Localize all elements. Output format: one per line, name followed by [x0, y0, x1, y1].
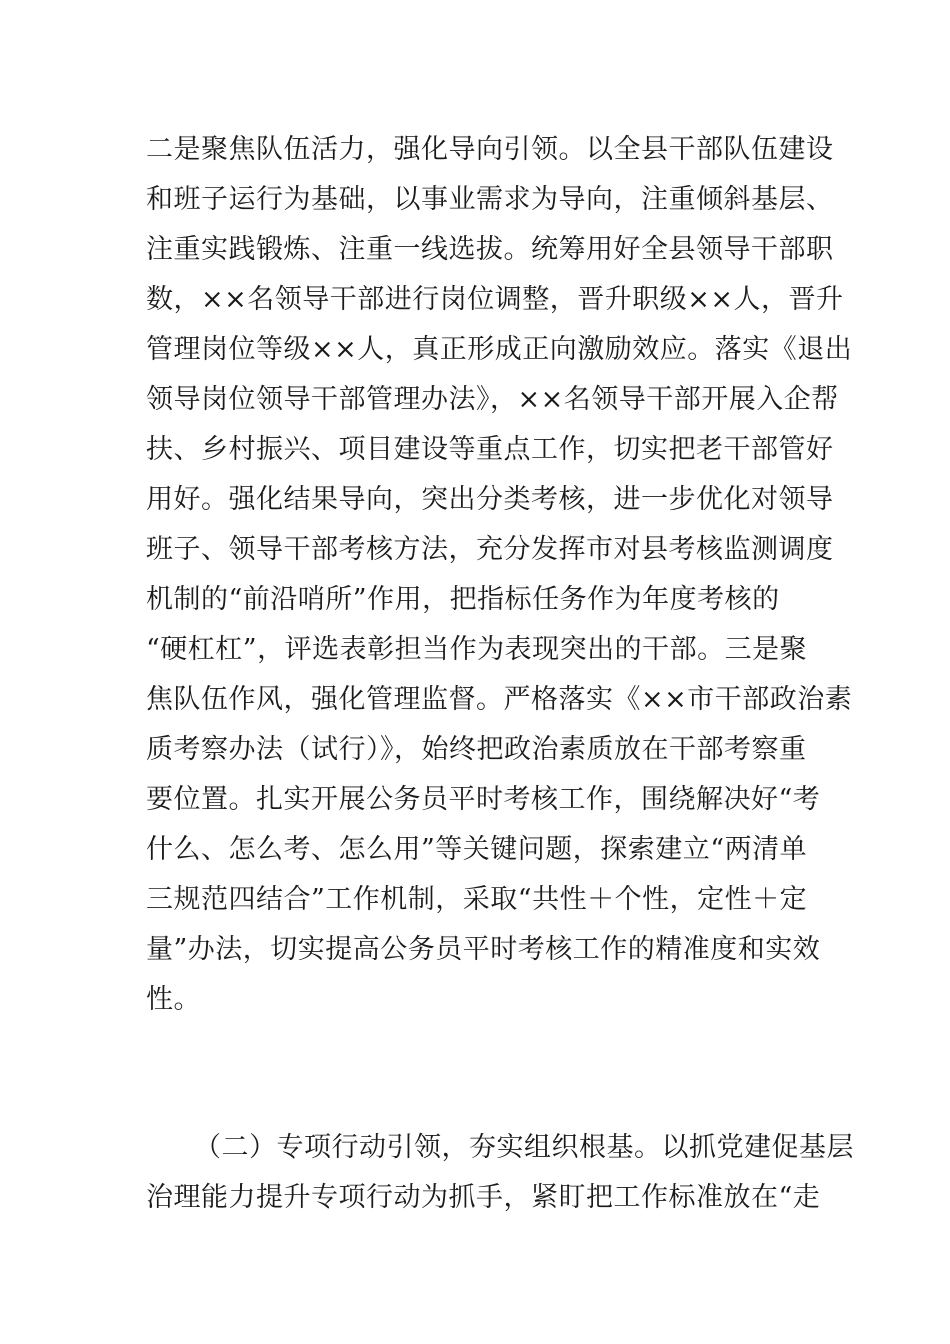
text-line: 什么、怎么考、怎么用”等关键问题，探索建立“两清单 [146, 834, 808, 865]
text-line: 管理岗位等级××人，真正形成正向激励效应。落实《退出 [146, 334, 853, 365]
text-line: 领导岗位领导干部管理办法》，××名领导干部开展入企帮 [146, 384, 839, 415]
text-line: 用好。强化结果导向，突出分类考核，进一步优化对领导 [146, 484, 834, 515]
text-line: 数，××名领导干部进行岗位调整，晋升职级××人，晋升 [146, 284, 844, 315]
text-line: 焦队伍作风，强化管理监督。严格落实《××市干部政治素 [146, 684, 853, 715]
section-heading-line: （二）专项行动引领，夯实组织根基。以抓党建促基层 [194, 1132, 854, 1163]
text-line: 性。 [146, 984, 201, 1015]
text-line: 要位置。扎实开展公务员平时考核工作，围绕解决好“考 [146, 784, 821, 815]
text-line: 二是聚焦队伍活力，强化导向引领。以全县干部队伍建设 [146, 134, 834, 165]
text-line: 量”办法，切实提高公务员平时考核工作的精准度和实效 [146, 934, 821, 965]
text-line: 和班子运行为基础，以事业需求为导向，注重倾斜基层、 [146, 184, 834, 215]
text-line: 三规范四结合”工作机制，采取“共性＋个性，定性＋定 [146, 884, 808, 915]
text-line: 扶、乡村振兴、项目建设等重点工作，切实把老干部管好 [146, 434, 834, 465]
text-line: “硬杠杠”，评选表彰担当作为表现突出的干部。三是聚 [146, 634, 808, 665]
text-line: 注重实践锻炼、注重一线选拔。统筹用好全县领导干部职 [146, 234, 834, 265]
text-line: 机制的“前沿哨所”作用，把指标任务作为年度考核的 [146, 584, 780, 615]
text-line: 质考察办法（试行）》，始终把政治素质放在干部考察重 [146, 734, 807, 765]
text-line: 班子、领导干部考核方法，充分发挥市对县考核监测调度 [146, 534, 834, 565]
text-line: 治理能力提升专项行动为抓手，紧盯把工作标准放在“走 [146, 1182, 821, 1213]
